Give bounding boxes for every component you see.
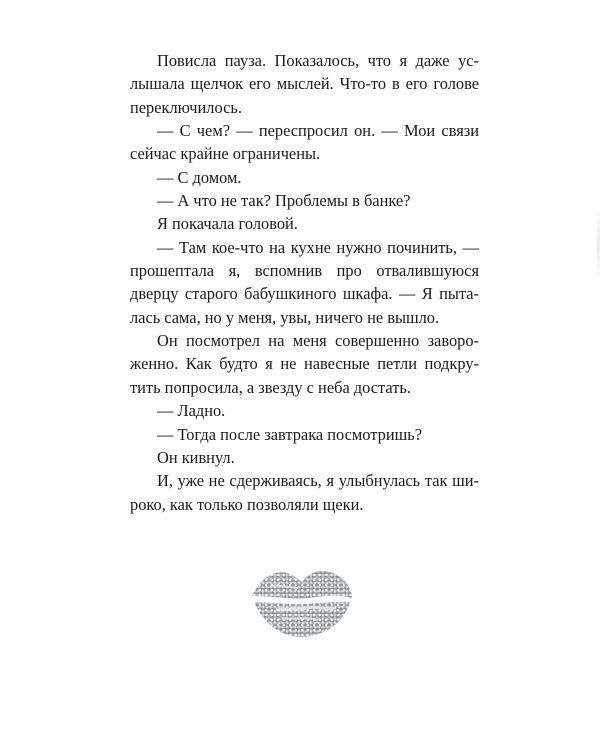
text-line: женно. Как будто я не навесные петли подкру- xyxy=(130,354,479,374)
text-line: Он кивнул. xyxy=(157,447,235,467)
text-line: И, уже не сдерживаясь, я улыбнулась так ши- xyxy=(157,471,479,491)
text-line: — С чем? — переспросил он. — Мои связи xyxy=(157,121,479,141)
text-line: переключилось. xyxy=(130,97,242,117)
text-line: — Ладно. xyxy=(157,401,226,421)
page-text xyxy=(130,49,479,516)
text-line: лась сама, но у меня, увы, ничего не вышло. xyxy=(130,307,440,327)
text-line: Я покачала головой. xyxy=(157,214,298,234)
text-line: — А что не так? Проблемы в банке? xyxy=(157,191,411,211)
text-line: — Там кое-что на кухне нужно починить, — xyxy=(157,237,479,257)
text-line: Он посмотрел на меня совершенно заворо- xyxy=(157,331,479,351)
text-line: сейчас крайне ограничены. xyxy=(130,144,321,164)
text-line: роко, как только позволяли щеки. xyxy=(130,494,364,514)
text-line: Повисла пауза. Показалось, что я даже ус- xyxy=(157,51,479,70)
text-line: прошептала я, вспомнив про отвалившуюся xyxy=(130,261,479,281)
text-line: — С домом. xyxy=(157,167,242,187)
text-line: тить попросила, а звезду с неба достать. xyxy=(130,377,411,397)
text-line: — Тогда после завтрака посмотришь? xyxy=(157,424,422,444)
text-line: лышала щелчок его мыслей. Что-то в его голове xyxy=(130,74,479,94)
lipstick-kiss-icon xyxy=(246,558,356,642)
text-line: дверцу старого бабушкиного шкафа. — Я пыта- xyxy=(130,284,479,304)
